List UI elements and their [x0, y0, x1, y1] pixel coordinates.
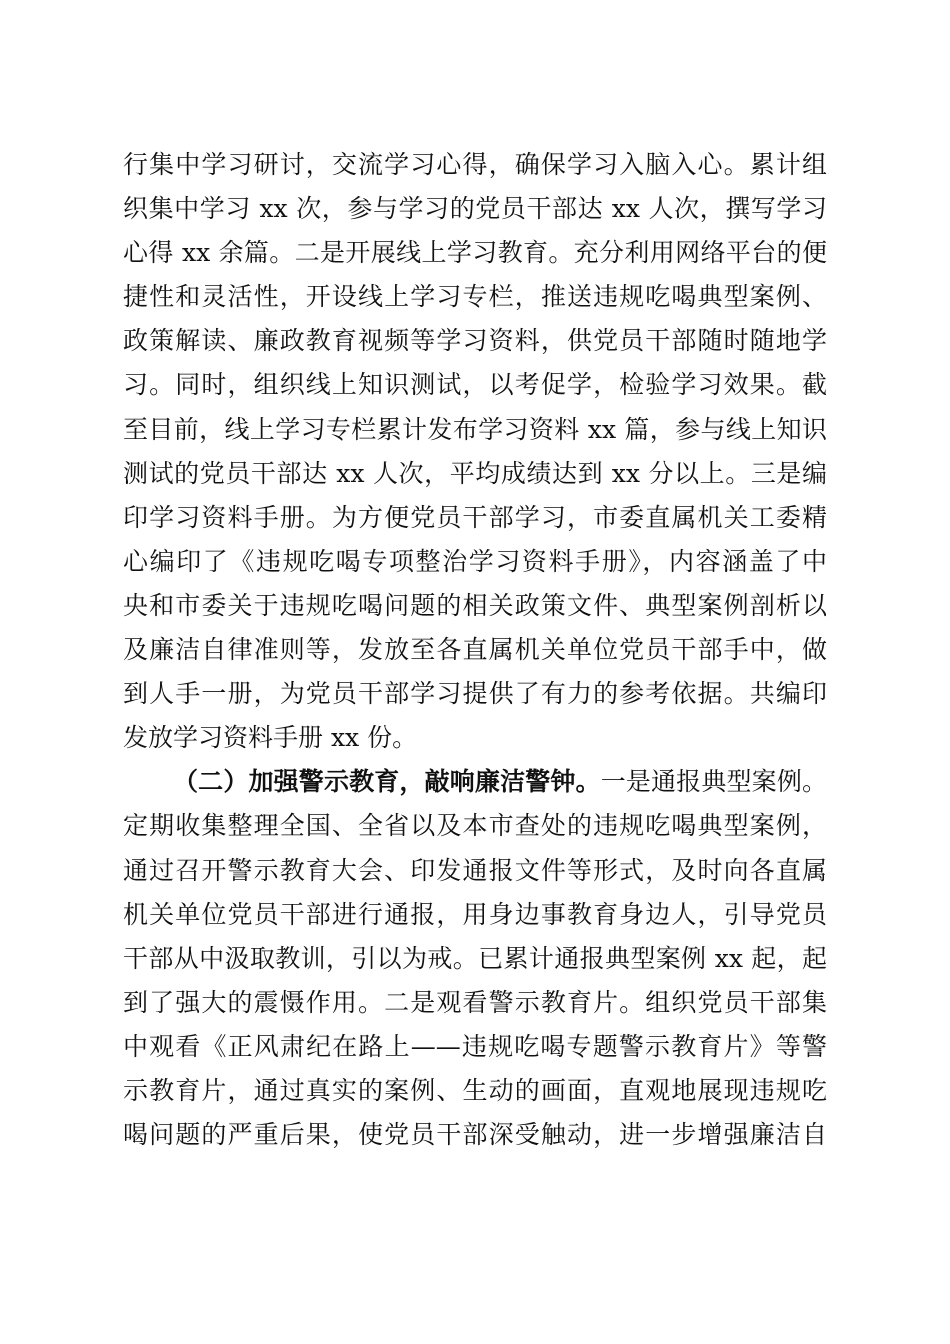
- paragraph-line: 定期收集整理全国、全省以及本市查处的违规吃喝典型案例，: [123, 811, 827, 841]
- paragraph-line: 发放学习资料手册 xx 份。: [123, 723, 418, 753]
- body-text: [123, 143, 827, 1157]
- paragraph-line: 测试的党员干部达 xx 人次，平均成绩达到 xx 分以上。三是编: [123, 458, 827, 488]
- paragraph-line: 干部从中汲取教训，引以为戒。已累计通报典型案例 xx 起，起: [123, 943, 827, 973]
- paragraph-line: 示教育片，通过真实的案例、生动的画面，直观地展现违规吃: [123, 1075, 827, 1105]
- section-heading-line: [123, 760, 827, 804]
- paragraph-line: 通过召开警示教育大会、印发通报文件等形式，及时向各直属: [123, 855, 827, 885]
- paragraph-line: 机关单位党员干部进行通报，用身边事教育身边人，引导党员: [123, 899, 827, 929]
- paragraph-line: 及廉洁自律准则等，发放至各直属机关单位党员干部手中，做: [123, 635, 827, 665]
- paragraph-line: 心编印了《违规吃喝专项整治学习资料手册》，内容涵盖了中: [123, 546, 827, 576]
- section-heading: （二）加强警示教育，敲响廉洁警钟。: [173, 767, 601, 797]
- paragraph-line: 政策解读、廉政教育视频等学习资料，供党员干部随时随地学: [123, 326, 827, 356]
- paragraph-line: 织集中学习 xx 次，参与学习的党员干部达 xx 人次，撰写学习: [123, 194, 827, 224]
- paragraph-line: 行集中学习研讨，交流学习心得，确保学习入脑入心。累计组: [123, 150, 827, 179]
- section-heading-rest: 一是通报典型案例。: [600, 767, 827, 797]
- paragraph-line: 喝问题的严重后果，使党员干部深受触动，进一步增强廉洁自: [123, 1120, 827, 1150]
- paragraph-line: 中观看《正风肃纪在路上——违规吃喝专题警示教育片》等警: [123, 1031, 827, 1061]
- paragraph-line: 习。同时，组织线上知识测试，以考促学，检验学习效果。截: [123, 370, 827, 400]
- paragraph-line: 央和市委关于违规吃喝问题的相关政策文件、典型案例剖析以: [123, 590, 827, 620]
- paragraph-line: 到了强大的震慑作用。二是观看警示教育片。组织党员干部集: [123, 987, 827, 1017]
- paragraph-line: 捷性和灵活性，开设线上学习专栏，推送违规吃喝典型案例、: [123, 282, 827, 312]
- paragraph-line: 心得 xx 余篇。二是开展线上学习教育。充分利用网络平台的便: [123, 238, 827, 268]
- paragraph-line: 印学习资料手册。为方便党员干部学习，市委直属机关工委精: [123, 502, 827, 532]
- paragraph-line: 到人手一册，为党员干部学习提供了有力的参考依据。共编印: [123, 679, 827, 709]
- paragraph-line: 至目前，线上学习专栏累计发布学习资料 xx 篇，参与线上知识: [123, 414, 827, 444]
